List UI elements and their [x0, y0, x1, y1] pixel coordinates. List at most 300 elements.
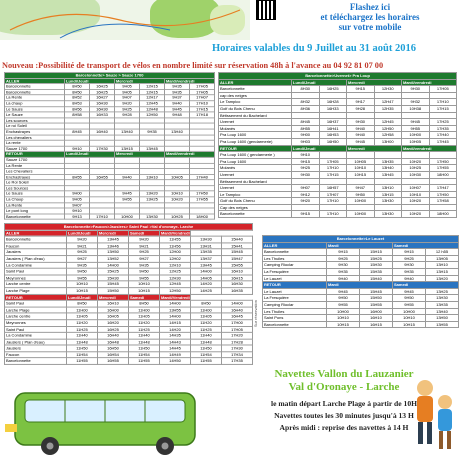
table-row	[263, 301, 459, 308]
time-cell	[292, 204, 320, 211]
table-row	[263, 321, 459, 328]
table-row	[219, 178, 457, 185]
sauze-retour-label: RETOUR	[5, 152, 65, 158]
time-cell: 13H30	[374, 211, 402, 218]
larche-col-header: Mardi/Vendredi	[161, 294, 190, 300]
time-cell: 14H00	[222, 300, 253, 306]
time-cell: 9H45	[115, 191, 140, 197]
time-cell: 12H45	[140, 101, 165, 107]
time-cell: 17H50	[429, 158, 457, 165]
table-row	[263, 308, 459, 315]
time-cell: 16H37	[319, 119, 347, 126]
time-cell: 15H41	[222, 243, 253, 249]
time-cell: 11H00	[191, 307, 222, 313]
time-cell: 14H50	[160, 358, 191, 364]
stop-name: Sauze 1700	[5, 157, 65, 163]
time-cell: 16H15	[360, 321, 393, 328]
time-cell: 13H30	[374, 198, 402, 205]
time-cell: 9H28	[115, 112, 140, 118]
uvernet-col-header: Lundi/Jeudi	[292, 145, 347, 152]
time-cell: 16H27	[90, 95, 115, 101]
time-cell	[374, 92, 402, 99]
time-cell	[347, 204, 375, 211]
table-row	[263, 315, 459, 322]
time-cell: 14H15	[160, 320, 191, 326]
stop-name: Barcelonnette	[219, 86, 292, 93]
time-cell: 9H10	[292, 152, 320, 159]
time-cell: 9H07	[115, 95, 140, 101]
lauzet-col-header: Samedi	[393, 242, 459, 249]
time-cell: 16H53	[319, 132, 347, 139]
stop-name: Saint Paul	[5, 300, 67, 306]
time-cell: 9H55	[402, 125, 430, 132]
time-cell: 11H25	[129, 326, 160, 332]
time-cell: 13H30	[140, 214, 165, 220]
validity-headline: Horaires valables du 9 Juillet au 31 août 2016	[212, 43, 416, 54]
stop-name: Le Tampico	[219, 99, 292, 106]
shuttle-info-line2: Navettes toutes les 30 minutes jusqu'à 13 H	[274, 411, 414, 420]
stop-name: Pra Loup 1600	[219, 158, 292, 165]
time-cell: 10H15	[327, 321, 360, 328]
time-cell: 9H40	[347, 132, 375, 139]
time-cell: 9H27	[67, 256, 98, 262]
time-cell: 15H25	[98, 268, 129, 274]
stop-name: Barcelonnette	[5, 358, 67, 364]
time-cell: 15H35	[360, 268, 393, 275]
time-cell: 13H25	[426, 288, 459, 295]
time-cell: 8H50	[129, 300, 160, 306]
stop-name: Le Sauze	[5, 106, 65, 112]
time-cell: 10H05	[165, 174, 190, 180]
time-cell: 9H30	[402, 86, 430, 93]
time-cell: 10H20	[402, 198, 430, 205]
stop-name: Le pont long	[5, 208, 65, 214]
time-cell: 14H45	[160, 345, 191, 351]
time-cell: 10H00	[347, 211, 375, 218]
time-cell: 9H17	[347, 99, 375, 106]
time-cell: 16H54	[98, 352, 129, 358]
stop-name: La Fresquière	[263, 268, 327, 275]
stop-name: Larche centre	[5, 313, 67, 319]
stop-name: Bétissement du Bachelard	[219, 178, 292, 185]
stop-name: La Condamine	[5, 332, 67, 338]
time-cell: 12H15	[140, 84, 165, 90]
time-cell: 13H50	[98, 249, 129, 255]
bike-notice: Nouveau :Possibilité de transport de vélos en nombre limité sur réservation 48h à l'avance au 04 92 81 07 00	[2, 61, 384, 70]
time-cell: 16H10	[222, 268, 253, 274]
table-row	[219, 125, 457, 132]
time-cell: 17H55	[429, 165, 457, 172]
time-cell: 15H30	[360, 262, 393, 269]
time-cell	[347, 152, 375, 159]
stop-name: Golf du Bois Chenu	[219, 105, 292, 112]
time-cell: 9H55	[393, 301, 426, 308]
lauzet-title: Barcelonnette>Le Lauzet	[263, 236, 459, 243]
time-cell: 18H00	[190, 214, 215, 220]
stop-name: Enchastrayes	[5, 129, 65, 135]
time-cell: 17H10	[90, 214, 115, 220]
time-cell: 13H35	[374, 158, 402, 165]
stop-name: Enchastrayes	[5, 174, 65, 180]
flash-line2: et téléchargez les horaires	[320, 12, 420, 22]
time-cell: 9H25	[393, 255, 426, 262]
time-cell: 14H00	[160, 300, 191, 306]
time-cell: 9H50	[393, 295, 426, 302]
time-cell: 10H00	[347, 198, 375, 205]
time-cell: 17H30	[90, 146, 115, 152]
time-cell: 16H28	[319, 99, 347, 106]
stop-name: Molanès	[219, 165, 292, 172]
time-cell: 11H55	[129, 358, 160, 364]
time-cell: 12H30	[374, 86, 402, 93]
time-cell: 13H55	[426, 321, 459, 328]
time-cell: 9H05	[115, 89, 140, 95]
time-cell: 10H10	[129, 281, 160, 287]
time-cell: 13H35	[191, 249, 222, 255]
time-cell	[429, 92, 457, 99]
table-row	[219, 204, 457, 211]
time-cell: 17H05	[190, 89, 215, 95]
time-cell: 14H20	[191, 281, 222, 287]
stop-name: Les sources	[5, 118, 65, 124]
time-cell: 16H30	[222, 281, 253, 287]
stop-name: Golf du Bois Chenu	[219, 198, 292, 205]
time-cell: 9H13	[65, 214, 90, 220]
time-cell: 17H50	[429, 191, 457, 198]
stop-name: Le Lauzet	[263, 275, 327, 282]
time-cell: 16H35	[222, 288, 253, 294]
time-cell: 8H50	[191, 300, 222, 306]
time-cell: 9H55	[115, 197, 140, 203]
time-cell: 9H55	[67, 275, 98, 281]
time-cell: 13H10	[426, 262, 459, 269]
time-cell: 9H35	[165, 89, 190, 95]
uvernet-timetable	[218, 72, 457, 218]
time-cell: 13H40	[165, 129, 190, 135]
time-cell: 11H54	[191, 352, 222, 358]
time-cell: 9H30	[292, 171, 320, 178]
table-row	[219, 152, 457, 159]
time-cell: 16H10	[360, 315, 393, 322]
time-cell	[319, 204, 347, 211]
stop-name: Jausiers	[5, 345, 67, 351]
time-cell: 8H58	[65, 112, 90, 118]
time-cell	[402, 152, 430, 159]
time-cell	[319, 152, 347, 159]
time-cell: 9H47	[347, 185, 375, 192]
time-cell: 17H35	[429, 125, 457, 132]
time-cell: 9H21	[67, 243, 98, 249]
table-row	[219, 171, 457, 178]
time-cell: 9H30	[393, 262, 426, 269]
time-cell: 8H50	[65, 89, 90, 95]
time-cell: 17H40	[190, 174, 215, 180]
time-cell: 11H48	[129, 339, 160, 345]
lauzet-aller-label: ALLER	[263, 242, 327, 249]
time-cell: 9H27	[129, 256, 160, 262]
time-cell: 9H40	[165, 101, 190, 107]
time-cell: 13H20	[140, 191, 165, 197]
time-cell: 13H37	[191, 256, 222, 262]
stop-name: Barcelonnette	[5, 89, 65, 95]
time-cell: 9H05	[65, 197, 90, 203]
stop-name: Jausiers ( Plan d'eau)	[5, 256, 67, 262]
time-cell: 8H32	[292, 99, 320, 106]
time-cell: 16H50	[319, 138, 347, 145]
larche-title: Barcelonnette>Faucon>Jausiers> Saint Paul >Val d'oronaye- Larche	[5, 223, 253, 229]
stop-name: Le Lauzet	[263, 288, 327, 295]
uvernet-col-header: Mercredi	[347, 145, 402, 152]
time-cell: 12 h55	[426, 249, 459, 256]
time-cell: 12H10	[160, 262, 191, 268]
table-row	[219, 119, 457, 126]
time-cell	[347, 178, 375, 185]
time-cell: 16H30	[90, 106, 115, 112]
time-cell: 13H45	[98, 236, 129, 242]
time-cell: 15H47	[222, 256, 253, 262]
time-cell: 13H40	[426, 308, 459, 315]
time-cell: 8H30	[292, 86, 320, 93]
time-cell: 11H48	[67, 339, 98, 345]
stop-name: Saint Paul	[5, 268, 67, 274]
time-cell: 15H15	[360, 249, 393, 256]
time-cell: 16H57	[319, 185, 347, 192]
time-cell: 16H25	[98, 326, 129, 332]
time-cell: 9H35	[165, 84, 190, 90]
time-cell: 11H05	[67, 313, 98, 319]
time-cell: 8H52	[65, 95, 90, 101]
time-cell: 13H05	[426, 255, 459, 262]
uvernet-aller-label: ALLER	[219, 79, 292, 86]
time-cell: 11H48	[191, 339, 222, 345]
time-cell: 13H10	[374, 185, 402, 192]
time-cell: 9H45	[327, 288, 360, 295]
time-cell: 9H35	[327, 268, 360, 275]
time-cell: 17H47	[429, 185, 457, 192]
time-cell	[292, 92, 320, 99]
time-cell: 16H50	[98, 345, 129, 351]
time-cell: 9H10	[65, 146, 90, 152]
time-cell: 15H40	[360, 275, 393, 282]
time-cell: 17H05	[429, 86, 457, 93]
stop-name: Barcelonnette	[219, 211, 292, 218]
time-cell: 17H50	[190, 191, 215, 197]
time-cell: 15H40	[222, 236, 253, 242]
stop-name: Les chevaliers	[5, 135, 65, 141]
table-row	[263, 288, 459, 295]
sauze-col-header: Lundi/Jeudi	[65, 152, 115, 158]
time-cell: 9H30	[327, 262, 360, 269]
sauze-col-header: Mercredi	[115, 152, 165, 158]
time-cell: 9H25	[67, 249, 98, 255]
table-row	[219, 138, 457, 145]
reservation-note: Sur réservation	[253, 300, 258, 328]
time-cell: 12H48	[140, 106, 165, 112]
stop-name: La chaup	[5, 101, 65, 107]
time-cell: 11H40	[191, 332, 222, 338]
stop-name: cap des neiges	[219, 92, 292, 99]
stop-name: Sauze 1700	[5, 146, 65, 152]
stop-name: La Fresquière	[263, 295, 327, 302]
sauze-col-header: Lundi/Jeudi	[65, 78, 115, 84]
stop-name: Le Tampico	[219, 191, 292, 198]
time-cell: 13H40	[115, 129, 140, 135]
time-cell: 11H25	[191, 326, 222, 332]
time-cell: 17H58	[429, 198, 457, 205]
time-cell: 9H55	[129, 275, 160, 281]
larche-col-header: Samedi	[129, 294, 160, 300]
time-cell: 13H40	[374, 165, 402, 172]
time-cell: 17H34	[222, 352, 253, 358]
time-cell	[402, 178, 430, 185]
time-cell: 13H35	[426, 301, 459, 308]
flash-line1: Flashez ici	[349, 2, 391, 12]
shuttle-title-line1: Navettes Vallon du Lauzanier	[274, 368, 414, 380]
time-cell: 12H02	[160, 256, 191, 262]
time-cell	[402, 204, 430, 211]
stop-name: Meyronnes	[5, 320, 67, 326]
time-cell: 16H15	[222, 275, 253, 281]
time-cell: 12H17	[140, 95, 165, 101]
stop-name: Uvernet	[219, 119, 292, 126]
time-cell: 16H05	[98, 313, 129, 319]
sauze-col-header: Mercredi	[115, 78, 165, 84]
time-cell	[374, 112, 402, 119]
time-cell: 11H56	[160, 243, 191, 249]
time-cell	[319, 178, 347, 185]
time-cell: 15H45	[98, 281, 129, 287]
time-cell: 15H55	[222, 262, 253, 268]
table-row	[263, 275, 459, 282]
sauze-aller-label: ALLER	[5, 78, 65, 84]
stop-name: Le Roi Soleil	[5, 180, 65, 186]
time-cell: 13H45	[374, 171, 402, 178]
stop-name: Pra Loup 1600 ( gendarmerie )	[219, 152, 292, 159]
time-cell: 13H30	[191, 236, 222, 242]
table-row	[263, 268, 459, 275]
time-cell: 9H28	[347, 105, 375, 112]
time-cell: 9H55	[327, 301, 360, 308]
table-row	[219, 92, 457, 99]
time-cell: 12H30	[160, 275, 191, 281]
time-cell: 9H40	[327, 275, 360, 282]
larche-col-header: Mardi/Vendredi	[161, 230, 190, 236]
stop-name: Faucon	[5, 243, 67, 249]
time-cell: 13H15	[426, 268, 459, 275]
time-cell: 9H35	[129, 262, 160, 268]
time-cell: 11H05	[191, 313, 222, 319]
stop-name: La rente	[5, 140, 65, 146]
time-cell: 10H07	[402, 185, 430, 192]
time-cell: 17H07	[319, 191, 347, 198]
lauzet-retour-label: RETOUR	[263, 282, 327, 289]
time-cell: 13H31	[191, 243, 222, 249]
stop-name: Larche Plage	[5, 288, 67, 294]
time-cell: 14H00	[191, 268, 222, 274]
time-cell: 10H25	[402, 165, 430, 172]
stop-name: Barcelonnette	[5, 236, 67, 242]
hikers-illustration	[405, 368, 460, 460]
time-cell: 17H15	[319, 171, 347, 178]
time-cell: 15H55	[360, 301, 393, 308]
uvernet-title: Barcelonnette>Uvernet> Pra Loup	[219, 73, 457, 80]
time-cell: 11H50	[191, 345, 222, 351]
uvernet-retour-label: RETOUR	[219, 145, 292, 152]
stop-name: Larche centre	[5, 281, 67, 287]
time-cell: 14H43	[160, 339, 191, 345]
stop-name: Le Sauze	[5, 112, 65, 118]
stop-name: Meyronnes	[5, 275, 67, 281]
time-cell: 17H05	[319, 158, 347, 165]
uvernet-col-header: Mercredi	[347, 79, 402, 86]
time-cell: 9H37	[165, 95, 190, 101]
time-cell: 16H25	[90, 84, 115, 90]
time-cell: 9H50	[347, 191, 375, 198]
time-cell: 11H00	[67, 307, 98, 313]
time-cell: 11H20	[191, 320, 222, 326]
time-cell	[347, 112, 375, 119]
time-cell: 8H55	[292, 125, 320, 132]
stop-name: Les Thuiles	[263, 255, 327, 262]
time-cell: 9H45	[165, 106, 190, 112]
table-row	[219, 112, 457, 119]
time-cell: 12H50	[160, 288, 191, 294]
time-cell: 10H15	[393, 321, 426, 328]
qr-code[interactable]	[256, 0, 276, 20]
stop-name: Molanès	[219, 125, 292, 132]
time-cell: 17H25	[429, 119, 457, 126]
time-cell: 18H00	[429, 211, 457, 218]
time-cell: 18H00	[429, 171, 457, 178]
time-cell: 8H36	[292, 105, 320, 112]
stop-name: Faucon	[5, 352, 67, 358]
time-cell: 17H10	[319, 165, 347, 172]
time-cell: 13H46	[98, 243, 129, 249]
time-cell: 9H32	[402, 99, 430, 106]
time-cell: 9H48	[165, 112, 190, 118]
time-cell: 13H30	[426, 295, 459, 302]
time-cell: 12H47	[374, 99, 402, 106]
time-cell: 11H20	[129, 320, 160, 326]
time-cell: 12H00	[160, 249, 191, 255]
time-cell: 14H20	[160, 326, 191, 332]
time-cell: 13H15	[374, 191, 402, 198]
time-cell: 9H15	[292, 158, 320, 165]
time-cell: 9H45	[402, 119, 430, 126]
bus-illustration	[5, 378, 215, 458]
time-cell: 12H35	[374, 105, 402, 112]
table-row	[219, 165, 457, 172]
time-cell: 14H00	[160, 313, 191, 319]
time-cell: 12H45	[160, 281, 191, 287]
time-cell: 16H40	[98, 332, 129, 338]
time-cell: 16H25	[319, 86, 347, 93]
larche-retour-label: RETOUR	[5, 294, 67, 300]
table-row	[263, 262, 459, 269]
uvernet-col-header: Mardi/vendredi	[402, 79, 457, 86]
time-cell: 9H40	[393, 275, 426, 282]
larche-col-header: Samedi	[129, 230, 160, 236]
time-cell	[402, 112, 430, 119]
time-cell: 15H45	[360, 288, 393, 295]
time-cell: 10H05	[347, 158, 375, 165]
time-cell: 11H00	[129, 307, 160, 313]
time-cell: 9H00	[65, 191, 90, 197]
time-cell: 9H12	[292, 191, 320, 198]
table-row	[263, 295, 459, 302]
table-row	[263, 249, 459, 256]
time-cell: 10H10	[347, 165, 375, 172]
